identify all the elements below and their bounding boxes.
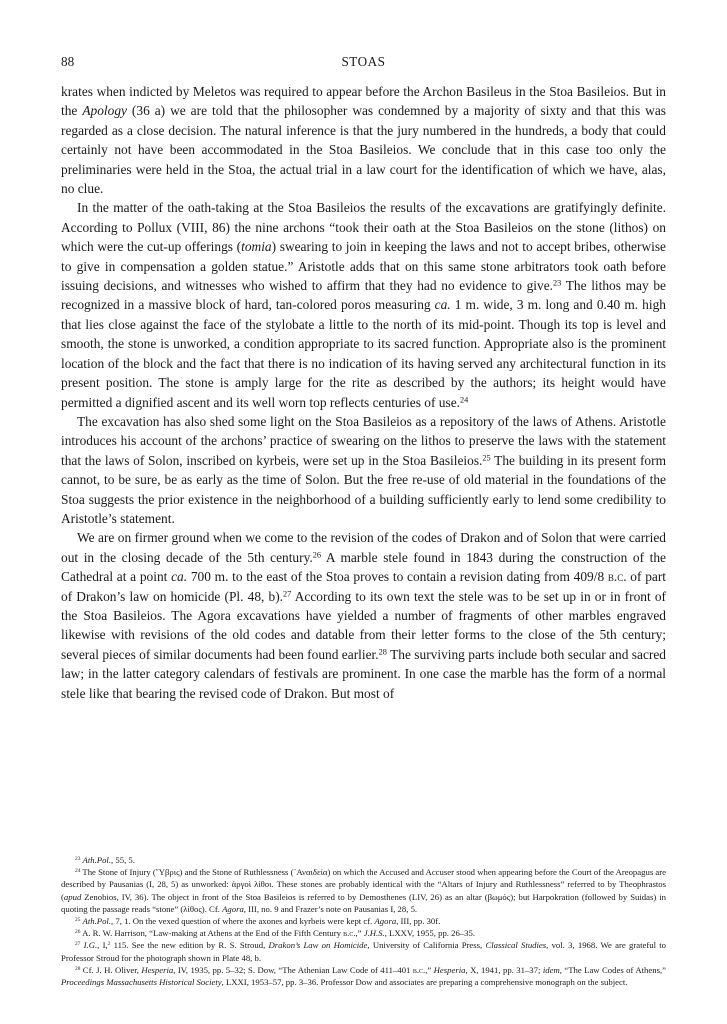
page-number: 88 — [61, 54, 75, 69]
page-header — [61, 53, 666, 71]
footnote-26: $^{26}$ A. R. W. Harrison, “Law-making at Athens at the End of the Fifth Century b.c.,” J.H.S., LXXV, 1955, pp. 26–35. — [75, 928, 476, 939]
footnote-27: $^{27}$ I.G., I,$^2$ 115. See the new edition by R. S. Stroud, Drakon’s Law on Homicide, University of California Press, Classical Studies, vol. 3, 1968. We are grateful to Professor Stroud for the photograph shown in Plate 48, b. — [61, 940, 666, 963]
footnote-24: $^{24}$ The Stone of Injury (῞Υβρις) and the Stone of Ruthlessness (᾿Αναιδεία) on which the Accused and Accuser stood when appearing before the Court of the Areopagus are described by Pausanias (I, 28, 5) as unworked: ἀργοὶ λίθοι. These stones are probably identical with the “Altars of Injury and Ruthlessness” referred to by Theophrastos (apud Zenobios, IV, 36). The object in front of the Stoa Basileios is referred to by Demosthenes (LIV, 26) as an altar (βωμός); but Harpokration (followed by Suidas) in quoting the passage reads “stone” (λίθος). Cf. Agora, III, no. 9 and Frazer’s note on Pausanias I, 28, 5. — [61, 867, 666, 914]
running-head: STOAS — [341, 54, 386, 69]
body-paragraph-4: We are on firmer ground when we come to the revision of the codes of Drakon and of Solon that were carried out in the closing decade of the 5th century.$^{26}$ A marble stele found in 1843 during the construction of the Cathedral at a point ca. 700 m. to the east of the Stoa proves to contain a revision dating from 409/8 b.c. of part of Drakon’s law on homicide (Pl. 48, b).$^{27}$ According to its own text the stele was to be set up in or in front of the Stoa Basileios. The Agora excavations have yielded a number of fragments of other marbles engraved likewise with revisions of the old codes and datable from their letter forms to the close of the 5th century; several pieces of similar documents had been found earlier.$^{28}$ The surviving parts include both secular and sacred law; in the latter category calendars of festivals are prominent. In one case the marble has the form of a normal stele like that bearing the revised code of Drakon. But most of — [61, 530, 667, 701]
footnote-28: $^{28}$ Cf. J. H. Oliver, Hesperia, IV, 1935, pp. 5–32; S. Dow, “The Athenian Law Code of 411–401 b.c.,” Hesperia, X, 1941, pp. 31–37; idem, “The Law Codes of Athens,” Proceedings Massachusetts Historical Society, LXXI, 1953–57, pp. 3–36. Professor Dow and associates are preparing a comprehensive monograph on the subject. — [61, 964, 666, 988]
footnote-25: $^{25}$ Ath.Pol., 7, 1. On the vexed question of where the axones and kyrbeis were kept cf. Agora, III, pp. 30f. — [75, 916, 441, 927]
body-text — [61, 82, 666, 703]
body-paragraph-3: The excavation has also shed some light on the Stoa Basileios as a repository of the laws of Athens. Aristotle introduces his account of the archons’ practice of swearing on the lithos to preserve the laws with the statement that the laws of Solon, inscribed on kyrbeis, were set up in the Stoa Basileios.$^{25}$ The building in its present form cannot, to be sure, be as early as the time of Solon. But the free re-use of old material in the foundations of the Stoa suggests the prior existence in the neighborhood of a building sufficiently early to lend some credibility to Aristotle’s statement. — [61, 413, 666, 526]
body-paragraph-2: In the matter of the oath-taking at the Stoa Basileios the results of the excavations are gratifyingly definite. According to Pollux (VIII, 86) the nine archons “took their oath at the Stoa Basileios on the stone (lithos) on which were the cut-up offerings (tomia) swearing to join in keeping the laws and not to accept bribes, otherwise to give in compensation a golden statue.” Aristotle adds that on this same stone arbitrators took oath before issuing decisions, and witnesses who wished to affirm that they had no evidence to give.$^{23}$ The lithos may be recognized in a massive block of hard, tan-colored poros measuring ca. 1 m. wide, 3 m. long and 0.40 m. high that lies close against the face of the stylobate a little to the north of its mid-point. Though its top is level and smooth, the stone is unworked, a condition appropriate to its sacred function. Appropriate also is the prominent location of the block and the fact that there is no indication of its having served any architectural function in its present position. The stone is amply large for the rite as described by the authors; its height would have permitted a dignified ascent and its well worn top reflects centuries of use.$^{24}$ — [61, 200, 666, 410]
footnotes — [61, 854, 666, 988]
body-paragraph-1: krates when indicted by Meletos was required to appear before the Archon Basileus in the Stoa Basileios. But in the Apology (36 a) we are told that the philosopher was condemned by a majority of sixty and that this was regarded as a close decision. The natural inference is that the jury numbered in the hundreds, a body that could certainly not have been accommodated in the Stoa Basileios. We conclude that in this case too only the preliminaries were held in the Stoa, the actual trial in a law court for the identification of which we have, alas, no clue. — [61, 84, 666, 197]
footnote-23: $^{23}$ Ath.Pol., 55, 5. — [75, 855, 135, 865]
